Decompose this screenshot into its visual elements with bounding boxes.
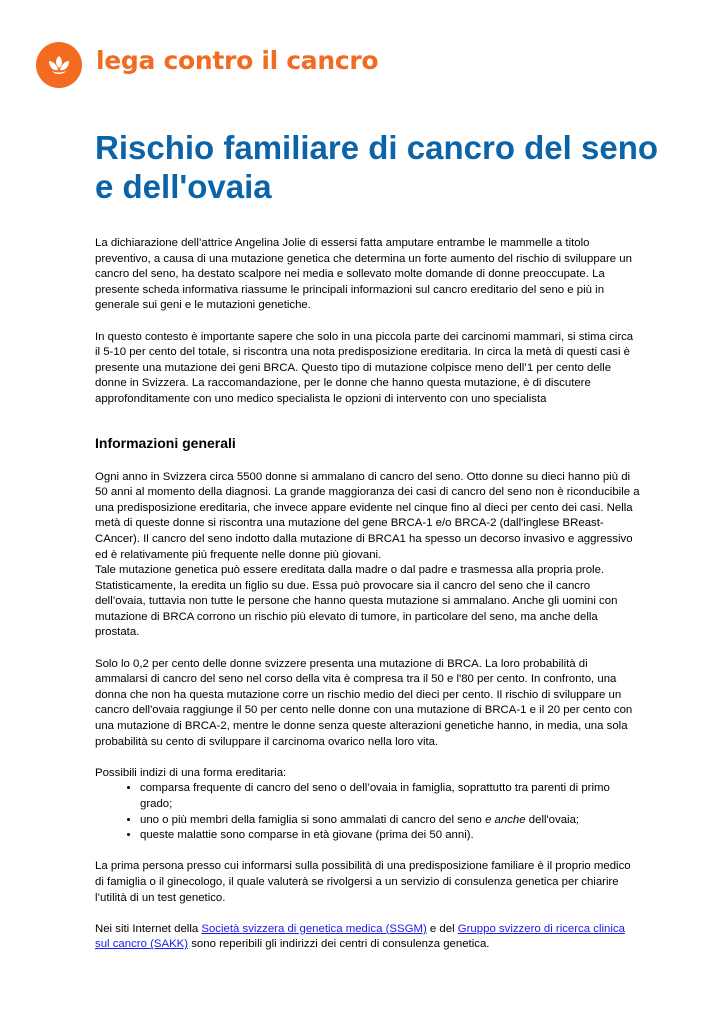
list-item: • queste malattie sono comparse in età giovane (prima dei 50 anni). bbox=[140, 828, 641, 844]
cherry-blossom-logo-icon bbox=[36, 42, 82, 88]
section-paragraph-4 bbox=[95, 922, 641, 953]
section-paragraph-3: La prima persona presso cui informarsi sulla possibilità di una predisposizione familiare è il proprio medico di famiglia o il ginecologo, il quale valuterà se rivolgersi a un servizio di consulenza genetica per chiarire l’utilità di un test genetico. bbox=[95, 860, 631, 904]
list-item-text: dell'ovaia; bbox=[525, 813, 580, 826]
intro-paragraph-1: La dichiarazione dell’attrice Angelina Jolie di essersi fatta amputare entrambe le mammelle a titolo preventivo, a causa di una mutazione genetica che determina un forte aumento del rischio di sviluppare un cancro del seno, ha destato scalpore nei media e sollevato molte domande di donne preoccupate. La presente scheda informativa riassume le principali informazioni sul cancro ereditario del seno e più in generale sui geni e le mutazioni genetiche. bbox=[95, 237, 632, 312]
logo-flower-icon bbox=[36, 42, 82, 88]
link-sakk[interactable]: Gruppo svizzero di ricerca clinica sul cancro (SAKK) bbox=[95, 922, 625, 951]
page-title: Rischio familiare di cancro del seno e dell'ovaia bbox=[95, 129, 659, 205]
section-paragraph-2: Solo lo 0,2 per cento delle donne svizzere presenta una mutazione di BRCA. La loro probabilità di ammalarsi di cancro del seno nel corso della vita è compresa tra il 50 e l'80 per cento. In confronto, una donna che non ha questa mutazione corre un rischio medio del dieci per cento. Il rischio di sviluppare un cancro dell'ovaia raggiunge il 50 per cento nelle donne con una mutazione di BRCA-1 e il 20 per cento con una mutazione di BRCA-2, mentre le donne senza queste alterazioni genetiche hanno, in media, una sola probabilità su cento di sviluppare il carcinoma ovarico nella loro vita. bbox=[95, 657, 633, 748]
logo-text: lega contro il cancro bbox=[96, 46, 379, 75]
document-body bbox=[95, 236, 641, 969]
indicators-intro: Possibili indizi di una forma ereditaria: bbox=[95, 766, 287, 779]
list-item-emphasis: e anche bbox=[485, 813, 526, 826]
section-paragraph-1: Ogni anno in Svizzera circa 5500 donne si ammalano di cancro del seno. Otto donne su dieci hanno più di 50 anni al momento della diagnosi. La grande maggioranza dei casi di cancro del seno non è riconducibile a una predisposizione ereditaria, che invece appare evidente nel cinque fino al dieci per cento dei casi. Nella metà di queste donne si riscontra una mutazione del gene BRCA-1 e/o BRCA-2 (dall'inglese BReast-CAncer). Il cancro del seno indotto dalla mutazione di BRCA1 ha spesso un decorso invasivo e aggressivo ed è relativamente più frequente nelle donne più giovani. bbox=[95, 470, 640, 561]
paragraph-text: e del bbox=[426, 922, 458, 935]
intro-paragraph-2: In questo contesto è importante sapere che solo in una piccola parte dei carcinomi mammari, si stima circa il 5-10 per cento del totale, si riscontra una nota predisposizione ereditaria. In circa la metà di questi casi è presente una mutazione dei geni BRCA. Questo tipo di mutazione colpisce meno dell’1 per cento delle donne in Svizzera. La raccomandazione, per le donne che hanno questa mutazione, è di discutere approfonditamente con uno medico specialista le opzioni di intervento con uno specialista bbox=[95, 330, 634, 405]
paragraph-text: sono reperibili gli indirizzi dei centri di consulenza genetica. bbox=[188, 938, 490, 951]
list-item-text: uno o più membri della famiglia si sono ammalati di cancro del seno bbox=[140, 813, 486, 826]
section-paragraph-1b: Tale mutazione genetica può essere ereditata dalla madre o dal padre e trasmessa alla propria prole. Statisticamente, la eredita un figlio su due. Essa può provocare sia il cancro del seno che il cancro dell’ovaia, tuttavia non tutte le persone che hanno questa mutazione si ammalano. Anche gli uomini con mutazione di BRCA corrono un rischio più elevato di tumore, in particolare del seno, ma anche della prostata. bbox=[95, 564, 618, 639]
list-item bbox=[140, 813, 641, 829]
list-item: • comparsa frequente di cancro del seno o dell’ovaia in famiglia, soprattutto tra parenti di primo grado; bbox=[140, 781, 641, 812]
indicators-list bbox=[95, 781, 641, 843]
paragraph-text: Nei siti Internet della bbox=[95, 922, 202, 935]
section-heading: Informazioni generali bbox=[95, 434, 236, 451]
link-ssgm[interactable]: Società svizzera di genetica medica (SSGM) bbox=[201, 922, 427, 935]
